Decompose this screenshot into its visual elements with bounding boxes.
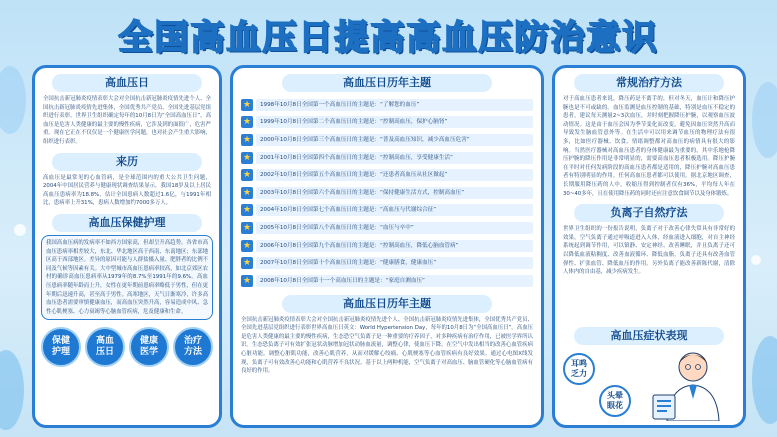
symptom-tinnitus: 耳鸣乏力 [563, 353, 595, 385]
timeline-item: ★ 2000年10月8日全国第三个高血压日的主题是：“普及高血压知识，减少高血压危害” [241, 132, 533, 148]
section-title-treatment: 常规治疗方法 [574, 74, 724, 92]
symptom-dizziness: 头晕眼花 [599, 385, 631, 417]
section-title-hypertension-day: 高血压日 [52, 74, 202, 92]
care-text: 我国高血压病的发病率不如西方国家高，但却呈升高趋势。各省市高血压患病率相差较大，东北、华北地区高于西南、东南地区；东部地区高于西部地区。差异的原因可能与人群盐摄入量、肥胖者的比例不同及气候等因素有关。大中型城市高血压患病率较高，如北京郊区农村的确诊高血压患病率从1979年的8.7%至1991年的9.6%。高血压患病率随年龄而上升，女性在更年期前患病率略低于男性，但在更年期后迅速升高，甚至高于男性。高寒地区，天气日渐寒冷，许多高血压患者需要审慎健康血压，而高血压突然升高，容易造成中风、急性心肌梗塞、心力衰竭等心脑血管疾病，危及健康和生命。 [46, 239, 208, 315]
negative-ion-text: 世界卫生组织的一份报告说明，负离子对于改善心律失常具有非常好的效果，空气负离子通过呼吸道进入人体，经血液进入细胞，对自主神经系统起到调节作用，可以镇静、安定神经、改善睡眠，并且负离子还可以降低血液粘稠度、改善血液循环、降低血脂。负离子还具有改善血管弹性、扩张血管、降低血压的作用。另外负离子能改善新陈代谢，清除人体内的自由基，减少疾病发生。 [563, 226, 735, 276]
timeline-item: ★ 2002年10月8日全国第五个高血压日的主题是：“还患者高血压从社区做起” [241, 167, 533, 183]
star-icon: ★ [242, 152, 252, 163]
star-icon: ★ [242, 134, 252, 145]
decorative-leaves-right [746, 60, 777, 437]
care-box [41, 235, 213, 320]
middle-panel [230, 65, 544, 428]
section-title-themes: 高血压日历年主题 [282, 74, 492, 92]
tag-row [35, 323, 219, 367]
section-title-symptoms: 高血压症状表现 [574, 327, 724, 345]
decorative-leaves-left [0, 60, 32, 437]
section-title-origin: 来历 [52, 153, 202, 171]
treatment-text: 对于高血压患者来说，降压药是不离手的，但对冬天，血压计和降压护腕也是不可或缺的。血压监测是血压控制的基础，特别是血压不稳定的患者，建议每天测量2~3次血压，并时刻把握降压护腕，以观察血压波动情况。这是由于血压会因为季节变化而改变，避免因血压突然升高而导致发生脑血管意外等。在生活中可以用来调节血压的物理疗法有很多，比如医疗器械、饮食、情绪调整都对高血压的病情具有很大的影响。当然医疗器械对高血压患者的身体健康最为重要的，其中乐地枪降压护腕的降压作用是非常明显的，需要高血压患者积极选用。降压护腕在平时对任何发病阶段的高血压患者都是适用的，降压护腕对高血压患者有特别明显的作用。任何高血压患者都可以使用。据北京地区调查，长期服用降压药的人中，收缩压得到控制者仅有36%，平均每人年在30~40多年，且在使用降压药的同时还应注意饮食调节以及身体锻炼。 [563, 96, 735, 197]
timeline-item: ★ 2006年10月8日全国第九个高血压日的主题是：“控制高血压，降低心脑血管病” [241, 238, 533, 254]
timeline-item: ★ 2003年10月8日全国第六个高血压日的主题是：“保持健康生活方式，控制高血压” [241, 185, 533, 201]
star-icon: ★ [242, 258, 252, 269]
section-title-care: 高血压保健护理 [52, 214, 202, 232]
star-icon: ★ [242, 170, 252, 181]
tag-hypertension-day: 高血压日 [85, 327, 125, 367]
timeline-item: ★ 1998年10月8日全国第一个高血压日的主题是：“了解您的血压” [241, 97, 533, 113]
timeline-item: ★ 2008年10月8日全国第十一个高血压日的主题是：“家庭自测血压” [241, 273, 533, 289]
star-icon: ★ [242, 205, 252, 216]
origin-text: 高血压是最常见的心血管病，是全球范围内的重大公共卫生问题，2004年中国居民营养与健康现状调查结果显示，我国18岁及以上居民高血压患病率为18.8%，估计全国患病人数超过1.6亿，与1991年相比，患病率上升31%，患病人数增加约7000多万人。 [43, 174, 211, 207]
page-title: 全国高血压日提高高血压防治意识 [118, 18, 659, 58]
right-panel [552, 65, 746, 428]
star-icon: ★ [242, 222, 252, 233]
timeline-item: ★ 2001年10月8日全国第四个高血压日的主题是：“控制高血压，享受健康生活” [241, 150, 533, 166]
star-icon: ★ [242, 275, 252, 286]
tag-treatment: 治疗方法 [173, 327, 213, 367]
symptoms-area [555, 327, 743, 425]
star-icon: ★ [242, 240, 252, 251]
section-title-themes-2: 高血压日历年主题 [282, 295, 492, 313]
section-title-negative-ion: 负离子自然疗法 [574, 204, 724, 222]
tag-health-medicine: 健康医学 [129, 327, 169, 367]
timeline-item: ★ 2004年10月8日全国第七个高血压日的主题是：“高血压与代谢综合征” [241, 203, 533, 219]
star-icon: ★ [242, 99, 252, 110]
themes-description: 全国抗击新冠肺炎疫情表彰大会对全国抗击新冠肺炎疫情先进个人、全国抗击新冠肺炎疫情先进集体，全国优秀共产党员、全国先进基层党组织进行表彰世界高血压日英文：World Hypertension Day，每年的10月8日为“全国高血压日”。高血压是危害人类健康的最主要的慢性疾病，生态恐空气负离子是一种重要的疗养因子，对多种疾病有治疗作用，已被医学界所认识。生态恐负离子可有效扩张冠状动脉增加冠状动脉血流量，调整心律，使血压下降，在空气中发出相当的改善心血管疾病心脏功能，调整心脏肌功能，改善心肌营养，从而对缓解心绞痛、心肌梗塞等心血管疾病有良好效果。通过心电图X线发现，负离子可有效改善心功能和心肌营养不良状况。基于以上两种机能，空气负离子对高血压、脑血管硬化等心脑血管病有良好的作用。 [241, 316, 533, 375]
hypertension-day-text: 全国抗击新冠肺炎疫情表彰大会对全国抗击新冠肺炎疫情先进个人、全国抗击新冠肺炎疫情先进集体，全国优秀共产党员、全国先进基层党组织进行表彰。世界卫生组织确定每年的10月8日为“全国高血压日”，高血压是危害人类健康的最主要的慢性疾病，它涉及到的面很广，危害严重。现在它正在不仅仅是一个健康医学问题，也对社会产生重大影响，组织进行表彰。 [43, 96, 211, 145]
star-icon: ★ [242, 117, 252, 128]
timeline-item: ★ 2005年10月8日全国第八个高血压日的主题是：“血压与卒中” [241, 220, 533, 236]
doctor-illustration [623, 345, 733, 421]
theme-timeline [233, 95, 541, 289]
timeline-item: ★ 1999年10月8日全国第二个高血压日的主题是：“控制高血压，保护心脑肾” [241, 115, 533, 131]
timeline-item: ★ 2007年10月8日全国第十个高血压日的主题是：“健康膳食，健康血压” [241, 255, 533, 271]
tag-care: 保健护理 [41, 327, 81, 367]
left-panel [32, 65, 222, 428]
star-icon: ★ [242, 187, 252, 198]
